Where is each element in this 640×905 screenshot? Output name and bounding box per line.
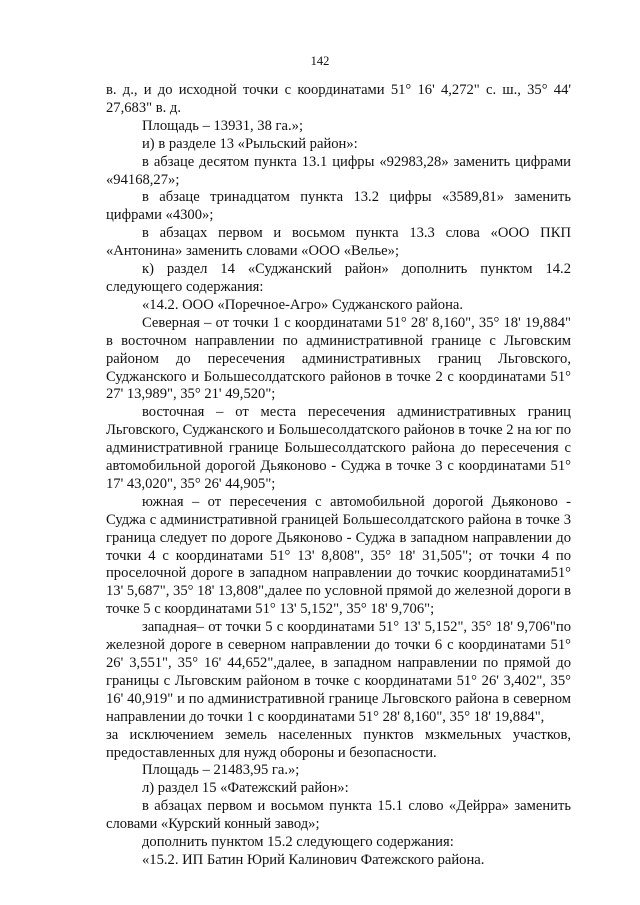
paragraph: южная – от пересечения с автомобильной дорогой Дьяконово - Суджа с административной границей Большесолдатского района в точке 3 граница следует по дороге Дьяконово - Суджа в западном направлении до точки 4 с координатами 51° 13' 8,808", 35° 18' 31,505"; от точки 4 по проселочной дороге в западном направлении до точкис координатами51° 13' 5,687", 35° 18' 13,808",далее по условной прямой до железной дороги в точке 5 с координатами 51° 13' 5,152", 35° 18' 9,706"; <box>106 493 571 618</box>
document-body <box>106 82 571 870</box>
paragraph: восточная – от места пересечения административных границ Льговского, Суджанского и Большесолдатского районов в точке 2 на юг по административной границе Большесолдатского района до пересечения с автомобильной дорогой Дьяконово - Суджа в точке 3 с координатами 51° 17' 43,020", 35° 26' 44,905"; <box>106 404 571 492</box>
paragraph: Площадь – 21483,95 га.»; <box>142 762 300 779</box>
paragraph: «14.2. ООО «Поречное-Агро» Суджанского района. <box>142 296 464 313</box>
paragraph: в абзаце тринадцатом пункта 13.2 цифры «3589,81» заменить цифрами «4300»; <box>106 189 571 224</box>
paragraph: «15.2. ИП Батин Юрий Калинович Фатежского района. <box>142 851 485 868</box>
paragraph: Площадь – 13931, 38 га.»; <box>142 117 303 134</box>
paragraph: к) раздел 14 «Суджанский район» дополнить пунктом 14.2 следующего содержания: <box>106 261 571 295</box>
paragraph: и) в разделе 13 «Рыльский район»: <box>142 135 358 152</box>
paragraph: Северная – от точки 1 с координатами 51° 28' 8,160", 35° 18' 19,884" в восточном направлении по административной границе с Льговским районом до пересечения административных границ Льговского, Суджанского и Большесолдатского районов в точке 2 с координатами 51° 27' 13,989", 35° 21' 49,520"; <box>106 314 571 403</box>
paragraph: западная– от точки 5 с координатами 51° 13' 5,152", 35° 18' 9,706"по железной дороге в северном направлении до точки 6 с координатами 51° 26' 3,551", 35° 16' 44,652",далее, в западном направлении по прямой до границы с Льговским районом в точке с координатами 51° 26' 3,402", 35° 16' 40,919" и по административной границе Льговского района в северном направлении до точки 1 с координатами 51° 28' 8,160", 35° 18' 19,884", <box>106 619 571 725</box>
paragraph: за исключением земель населенных пунктов мзкмельных участков, предоставленных для нужд обороны и безопасности. <box>106 726 571 761</box>
paragraph: л) раздел 15 «Фатежский район»: <box>142 780 349 797</box>
paragraph: в абзацах первом и восьмом пункта 13.3 слова «ООО ПКП «Антонина» заменить словами «ООО «Велье»; <box>106 225 571 260</box>
page-number: 142 <box>310 54 330 68</box>
paragraph: в. д., и до исходной точки с координатами 51° 16' 4,272" с. ш., 35° 44' 27,683" в. д. <box>106 82 571 116</box>
paragraph: в абзацах первом и восьмом пункта 15.1 слово «Дейрра» заменить словами «Курский конный завод»; <box>106 798 571 833</box>
paragraph: в абзаце десятом пункта 13.1 цифры «92983,28» заменить цифрами «94168,27»; <box>106 153 571 188</box>
paragraph: дополнить пунктом 15.2 следующего содержания: <box>142 834 454 851</box>
